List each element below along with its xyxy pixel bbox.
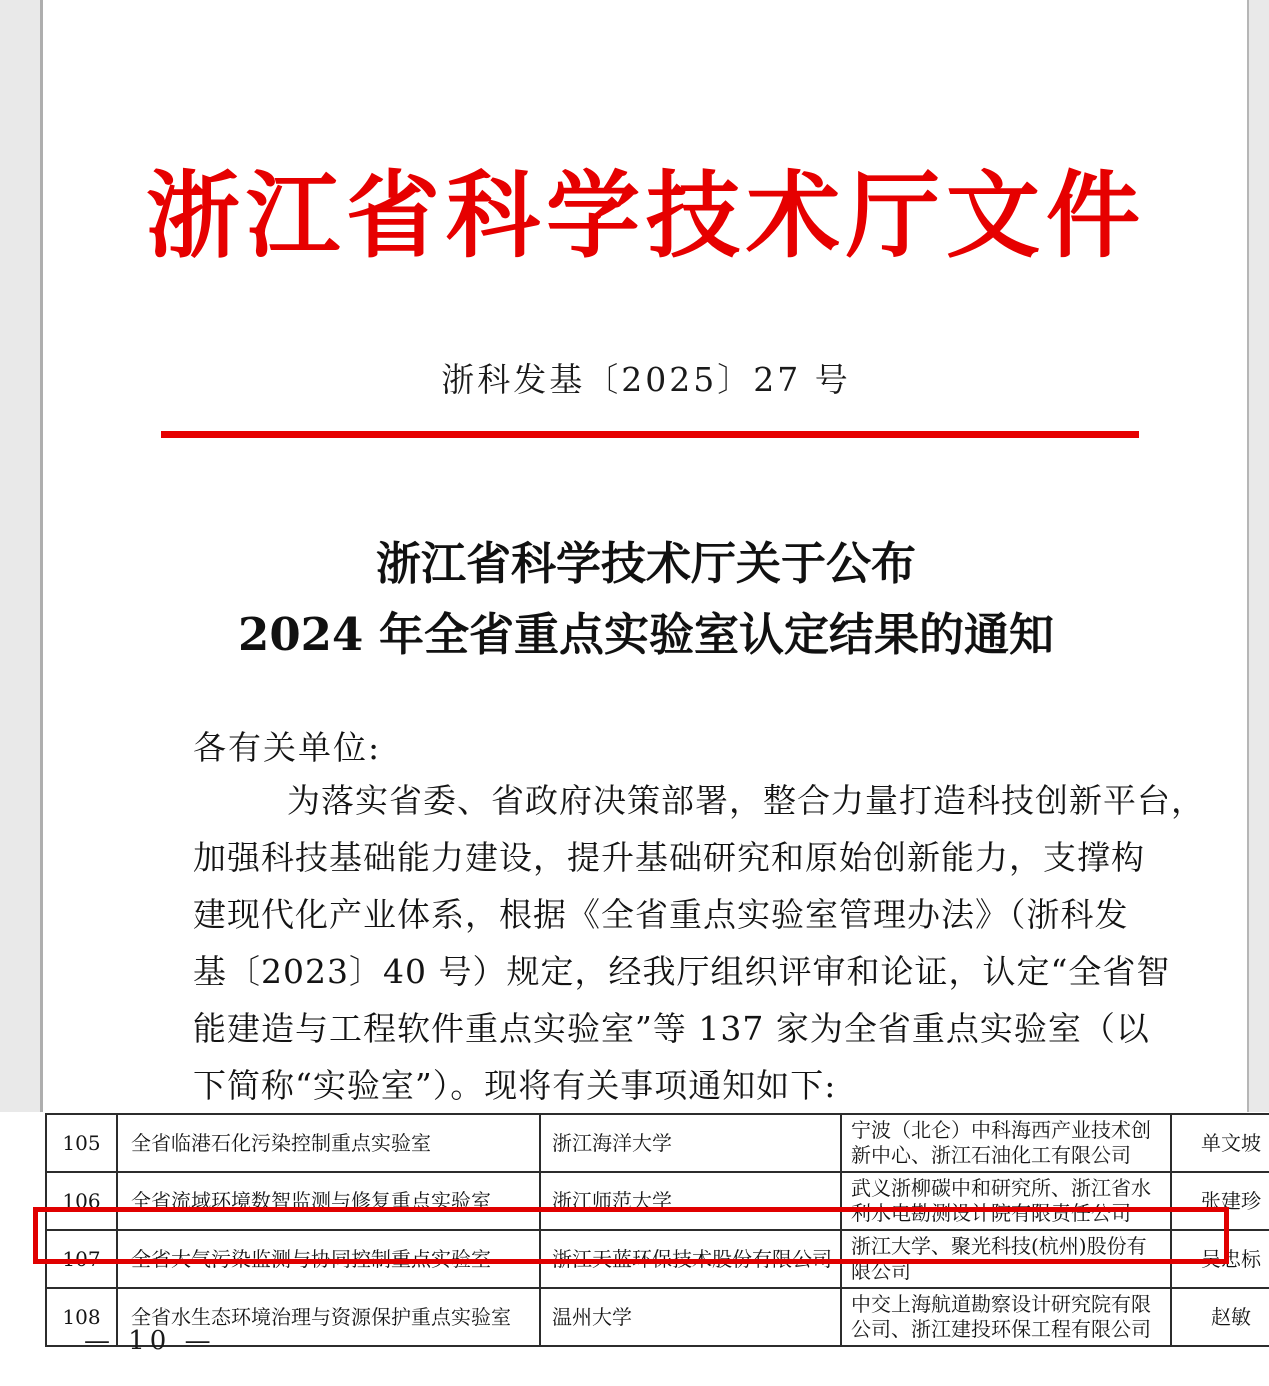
scan-margin-right	[1247, 0, 1269, 1112]
body-line: 能建造与工程软件重点实验室”等 137 家为全省重点实验室（以	[193, 1009, 1150, 1048]
cell-lab-name: 全省大气污染监测与协同控制重点实验室	[117, 1230, 540, 1288]
cell-lab-name: 全省临港石化污染控制重点实验室	[117, 1114, 540, 1172]
cell-partners: 浙江大学、聚光科技(杭州)股份有限公司	[841, 1230, 1171, 1288]
letterhead-title: 浙江省科学技术厅文件	[145, 161, 1146, 271]
cell-row-number: 106	[46, 1172, 117, 1230]
cell-institution: 浙江海洋大学	[540, 1114, 841, 1172]
table-row	[46, 1288, 1269, 1346]
notice-title	[45, 528, 1247, 670]
cell-director: 赵敏	[1171, 1288, 1269, 1346]
cell-partners: 中交上海航道勘察设计研究院有限公司、浙江建投环保工程有限公司	[841, 1288, 1171, 1346]
red-divider-line	[161, 431, 1139, 438]
cell-partners: 武义浙柳碳中和研究所、浙江省水利水电勘测设计院有限责任公司	[841, 1172, 1171, 1230]
cell-lab-name: 全省流域环境数智监测与修复重点实验室	[117, 1172, 540, 1230]
notice-title-line1: 浙江省科学技术厅关于公布	[375, 537, 916, 590]
cell-row-number: 105	[46, 1114, 117, 1172]
salutation: 各有关单位:	[193, 728, 382, 767]
scan-margin-left	[0, 0, 43, 1112]
cell-director: 张建珍	[1171, 1172, 1269, 1230]
table-row	[46, 1114, 1269, 1172]
body-line: 为落实省委、省政府决策部署，整合力量打造科技创新平台，	[287, 781, 1205, 820]
body-line: 基〔2023〕40 号）规定，经我厅组织评审和论证，认定“全省智	[193, 952, 1171, 991]
cell-lab-name: 全省水生态环境治理与资源保护重点实验室	[117, 1288, 540, 1346]
body-line: 下简称“实验室”）。现将有关事项通知如下:	[193, 1066, 837, 1105]
cell-director: 单文坡	[1171, 1114, 1269, 1172]
cell-partners: 宁波（北仑）中科海西产业技术创新中心、浙江石油化工有限公司	[841, 1114, 1171, 1172]
table-row-highlighted	[46, 1230, 1269, 1288]
document-number: 浙科发基〔2025〕27 号	[441, 360, 851, 399]
cell-institution: 温州大学	[540, 1288, 841, 1346]
cell-row-number: 108	[46, 1288, 117, 1346]
notice-title-line2: 2024 年全省重点实验室认定结果的通知	[238, 608, 1054, 661]
page-number: — 10 —	[84, 1326, 216, 1356]
cell-institution: 浙江师范大学	[540, 1172, 841, 1230]
cell-institution: 浙江天蓝环保技术股份有限公司	[540, 1230, 841, 1288]
table-row	[46, 1172, 1269, 1230]
body-paragraph	[193, 772, 1205, 1114]
laboratory-table	[45, 1113, 1269, 1347]
body-line: 加强科技基础能力建设，提升基础研究和原始创新能力，支撑构	[193, 838, 1145, 877]
body-line: 建现代化产业体系，根据《全省重点实验室管理办法》（浙科发	[193, 895, 1129, 934]
cell-row-number: 107	[46, 1230, 117, 1288]
cell-director: 吴忠标	[1171, 1230, 1269, 1288]
